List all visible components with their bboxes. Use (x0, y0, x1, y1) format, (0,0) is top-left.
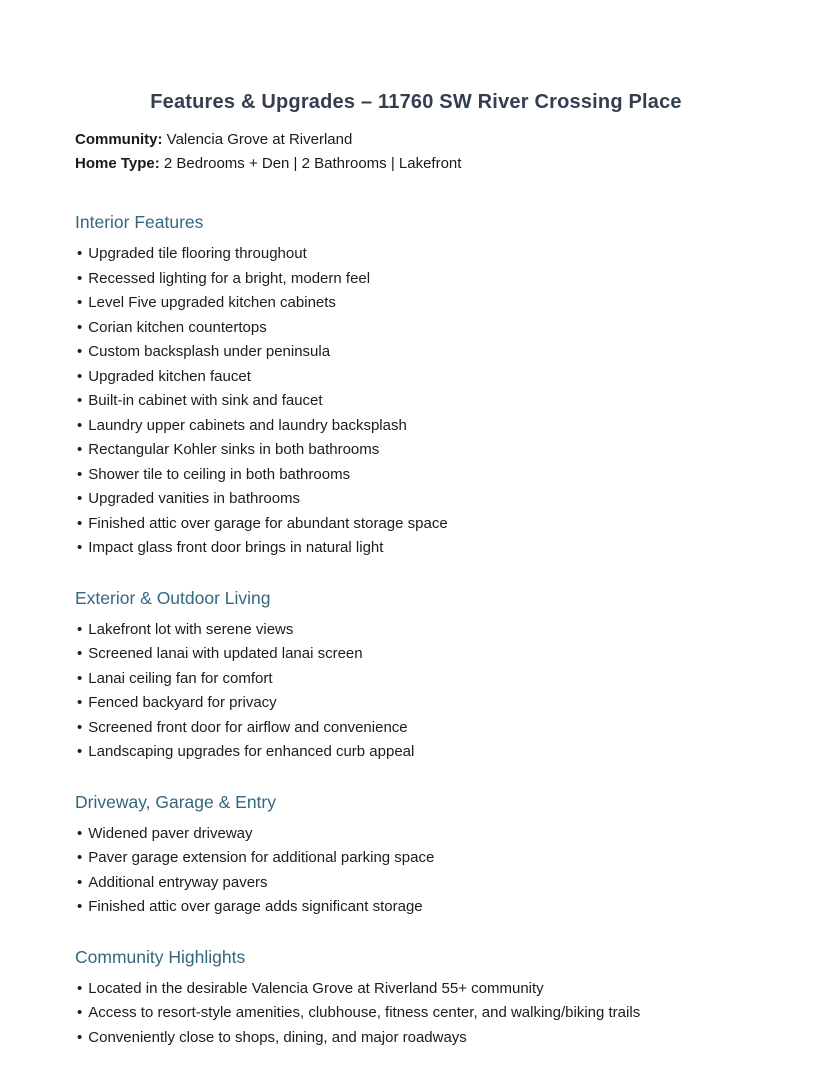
section-heading: Driveway, Garage & Entry (75, 791, 276, 812)
feature-item-text: Corian kitchen countertops (88, 318, 267, 336)
feature-item (75, 487, 757, 512)
feature-item (75, 667, 757, 692)
feature-list (75, 242, 757, 561)
bullet-marker: • (77, 392, 83, 409)
feature-section (75, 947, 757, 1051)
bullet-marker: • (77, 294, 83, 311)
bullet-marker: • (77, 620, 83, 638)
feature-item-text: Laundry upper cabinets and laundry backsplash (88, 416, 407, 434)
bullet-marker: • (77, 849, 83, 866)
feature-item-text: Impact glass front door brings in natural light (88, 539, 384, 556)
home-type-line (75, 152, 757, 176)
feature-item (75, 642, 757, 667)
bullet-marker: • (77, 1028, 83, 1046)
bullet-marker: • (77, 694, 83, 711)
feature-item-text: Additional entryway pavers (88, 873, 268, 891)
bullet-marker: • (77, 416, 83, 434)
bullet-marker: • (77, 979, 83, 997)
bullet-marker: • (77, 1004, 83, 1021)
bullet-marker: • (77, 824, 83, 842)
feature-item-text: Access to resort-style amenities, clubhouse, fitness center, and walking/biking trails (88, 1004, 641, 1021)
feature-item (75, 1026, 757, 1051)
property-meta (75, 128, 757, 176)
feature-item-text: Upgraded tile flooring throughout (88, 245, 307, 262)
feature-item-text: Screened lanai with updated lanai screen (88, 645, 363, 662)
community-label: Community: (75, 131, 163, 148)
page-title: Features & Upgrades – 11760 SW River Crossing Place (150, 91, 682, 113)
feature-item (75, 438, 757, 463)
feature-item-text: Landscaping upgrades for enhanced curb appeal (88, 743, 415, 760)
community-line (75, 128, 757, 152)
feature-item (75, 463, 757, 488)
feature-item (75, 291, 757, 316)
feature-item (75, 414, 757, 439)
feature-item (75, 691, 757, 716)
feature-item (75, 740, 757, 765)
feature-item (75, 389, 757, 414)
feature-item (75, 977, 757, 1002)
section-heading: Interior Features (75, 212, 204, 232)
feature-section (75, 212, 757, 561)
feature-item-text: Lanai ceiling fan for comfort (88, 669, 273, 687)
feature-item-text: Recessed lighting for a bright, modern feel (88, 269, 371, 287)
feature-item-text: Custom backsplash under peninsula (88, 343, 331, 360)
feature-section (75, 792, 757, 920)
sections (75, 212, 757, 1050)
feature-item (75, 846, 757, 871)
feature-item (75, 1001, 757, 1026)
feature-item (75, 267, 757, 292)
feature-item-text: Lakefront lot with serene views (88, 620, 294, 638)
feature-item-text: Upgraded kitchen faucet (88, 367, 251, 385)
feature-item (75, 365, 757, 390)
feature-item-text: Located in the desirable Valencia Grove at Riverland 55+ community (88, 979, 544, 997)
community-value: Valencia Grove at Riverland (166, 131, 353, 148)
bullet-marker: • (77, 441, 83, 458)
feature-item (75, 512, 757, 537)
bullet-marker: • (77, 514, 83, 532)
bullet-marker: • (77, 245, 83, 262)
section-heading: Community Highlights (75, 946, 246, 967)
home-type-value: 2 Bedrooms + Den | 2 Bathrooms | Lakefront (163, 155, 462, 172)
feature-item (75, 242, 757, 267)
feature-item (75, 340, 757, 365)
bullet-marker: • (77, 367, 83, 385)
bullet-marker: • (77, 743, 83, 760)
feature-item (75, 871, 757, 896)
feature-item-text: Finished attic over garage adds significant storage (88, 898, 423, 915)
feature-item-text: Finished attic over garage for abundant storage space (88, 514, 448, 532)
feature-item (75, 618, 757, 643)
feature-item (75, 316, 757, 341)
feature-item (75, 536, 757, 561)
bullet-marker: • (77, 898, 83, 915)
feature-list (75, 618, 757, 765)
bullet-marker: • (77, 465, 83, 483)
feature-item-text: Paver garage extension for additional parking space (88, 849, 435, 866)
feature-item (75, 822, 757, 847)
feature-item (75, 895, 757, 920)
feature-section (75, 588, 757, 765)
bullet-marker: • (77, 343, 83, 360)
feature-item-text: Screened front door for airflow and convenience (88, 718, 408, 736)
bullet-marker: • (77, 645, 83, 662)
bullet-marker: • (77, 318, 83, 336)
feature-item-text: Upgraded vanities in bathrooms (88, 490, 301, 507)
feature-list (75, 977, 757, 1051)
feature-list (75, 822, 757, 920)
feature-item-text: Widened paver driveway (88, 824, 253, 842)
home-type-label: Home Type: (75, 155, 160, 172)
bullet-marker: • (77, 718, 83, 736)
feature-item-text: Conveniently close to shops, dining, and major roadways (88, 1028, 467, 1046)
feature-item-text: Level Five upgraded kitchen cabinets (88, 294, 336, 311)
feature-item-text: Built-in cabinet with sink and faucet (88, 392, 323, 409)
feature-item-text: Rectangular Kohler sinks in both bathrooms (88, 441, 380, 458)
feature-item-text: Fenced backyard for privacy (88, 694, 277, 711)
bullet-marker: • (77, 490, 83, 507)
bullet-marker: • (77, 669, 83, 687)
bullet-marker: • (77, 873, 83, 891)
feature-item-text: Shower tile to ceiling in both bathrooms (88, 465, 351, 483)
section-heading: Exterior & Outdoor Living (75, 587, 271, 608)
bullet-marker: • (77, 269, 83, 287)
bullet-marker: • (77, 539, 83, 556)
feature-item (75, 716, 757, 741)
